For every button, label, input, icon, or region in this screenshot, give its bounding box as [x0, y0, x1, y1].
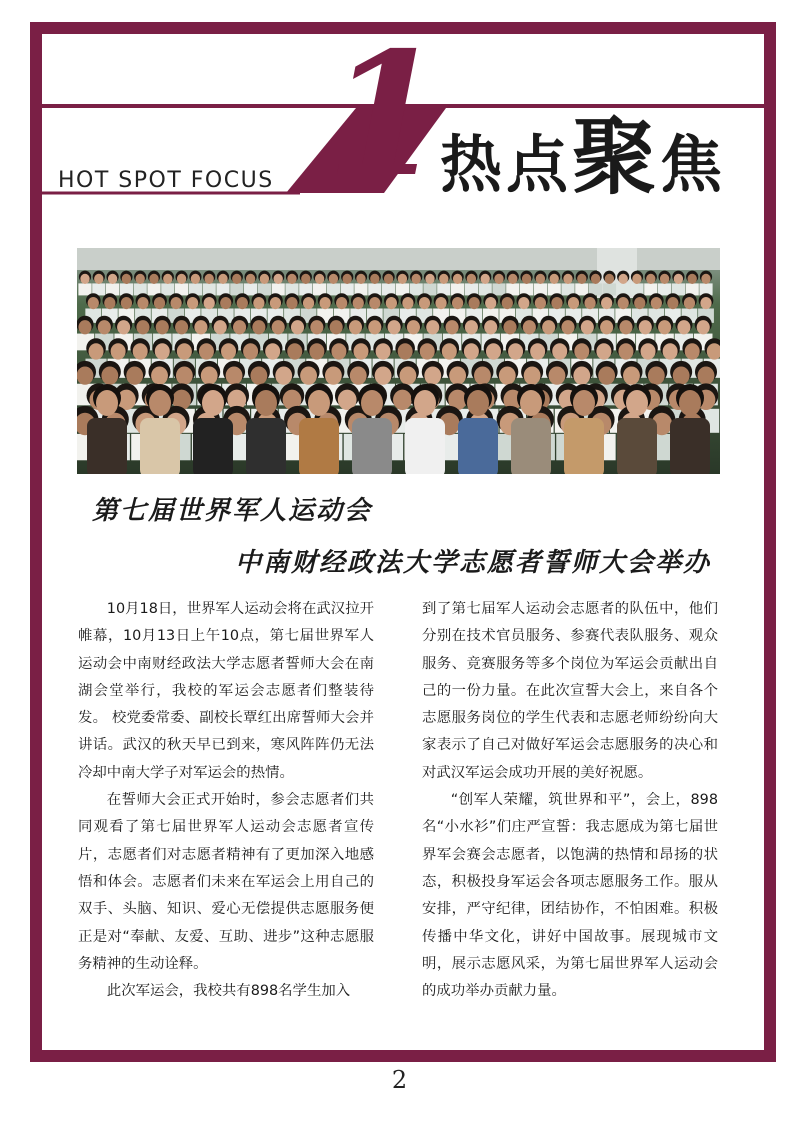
crowd-photo-illustration	[77, 248, 720, 474]
article-paragraph-3: 此次军运会，我校共有898名学生加入	[106, 983, 351, 1000]
article-headline-line2: 中南财经政法大学志愿者誓师大会举办	[235, 548, 712, 578]
article-paragraph-2: 在誓师大会正式开始时，参会志愿者们共同观看了第七届世界军人运动会志愿者宣传片，志愿者们对志愿者精神有了更加深入地感悟和体会。志愿者们未来在军运会上用自己的双手、头脑、知识、爱心无偿提供志愿服务便正是对“奉献、友爱、互助、进步”这种志愿服务精神的生动诠释。	[78, 792, 374, 972]
article-paragraph-3-continued: 到了第七届军人运动会志愿者的队伍中，他们分别在技术官员服务、参赛代表队服务、观众服务、竞赛服务等多个岗位为军运会贡献出自己的一份力量。在此次宣誓大会上，来自各个志愿服务岗位的学生代表和志愿老师纷纷向大家表示了自己对做好军运会志愿服务的决心和对武汉军运会成功开展的美好祝愿。	[422, 601, 718, 781]
section-title-part3: 焦	[660, 128, 727, 201]
article-paragraph-1: 10月18日，世界军人运动会将在武汉拉开帷幕，10月13日上午10点，第七届世界军人运动会中南财经政法大学志愿者誓师大会在南湖会堂举行，我校的军运会志愿者们整装待发。 校党委常委、副校长覃红出席誓师大会并讲话。武汉的秋天早已到来，寒风阵阵仍无法冷却中南大学子对军运会的热情。	[78, 601, 374, 781]
article-headline-line1: 第七届世界军人运动会	[92, 496, 373, 526]
volunteer-group-photo	[77, 248, 720, 474]
english-section-label: HOT SPOT FOCUS	[58, 168, 274, 193]
section-title	[440, 107, 727, 210]
section-number: 1	[326, 15, 445, 215]
article-paragraph-4: “创军人荣耀，筑世界和平”，会上，898名“小水衫”们庄严宣誓：我志愿成为第七届世界军会赛会志愿者，以饱满的热情和昂扬的状态，积极投身军运会各项志愿服务工作。服从安排，严守纪律，团结协作，不怕困难。积极传播中华文化，讲好中国故事。展现城市文明，展示志愿风采，为第七届世界军人运动会的成功举办贡献力量。	[422, 792, 718, 1000]
page-number: 2	[391, 1066, 408, 1094]
crowd-figures	[77, 271, 720, 474]
article-column-left	[78, 596, 374, 1005]
section-title-part1: 热点	[440, 128, 573, 201]
section-title-part2: 聚	[572, 107, 661, 206]
section-header	[0, 0, 799, 230]
article-column-right	[422, 596, 718, 1005]
